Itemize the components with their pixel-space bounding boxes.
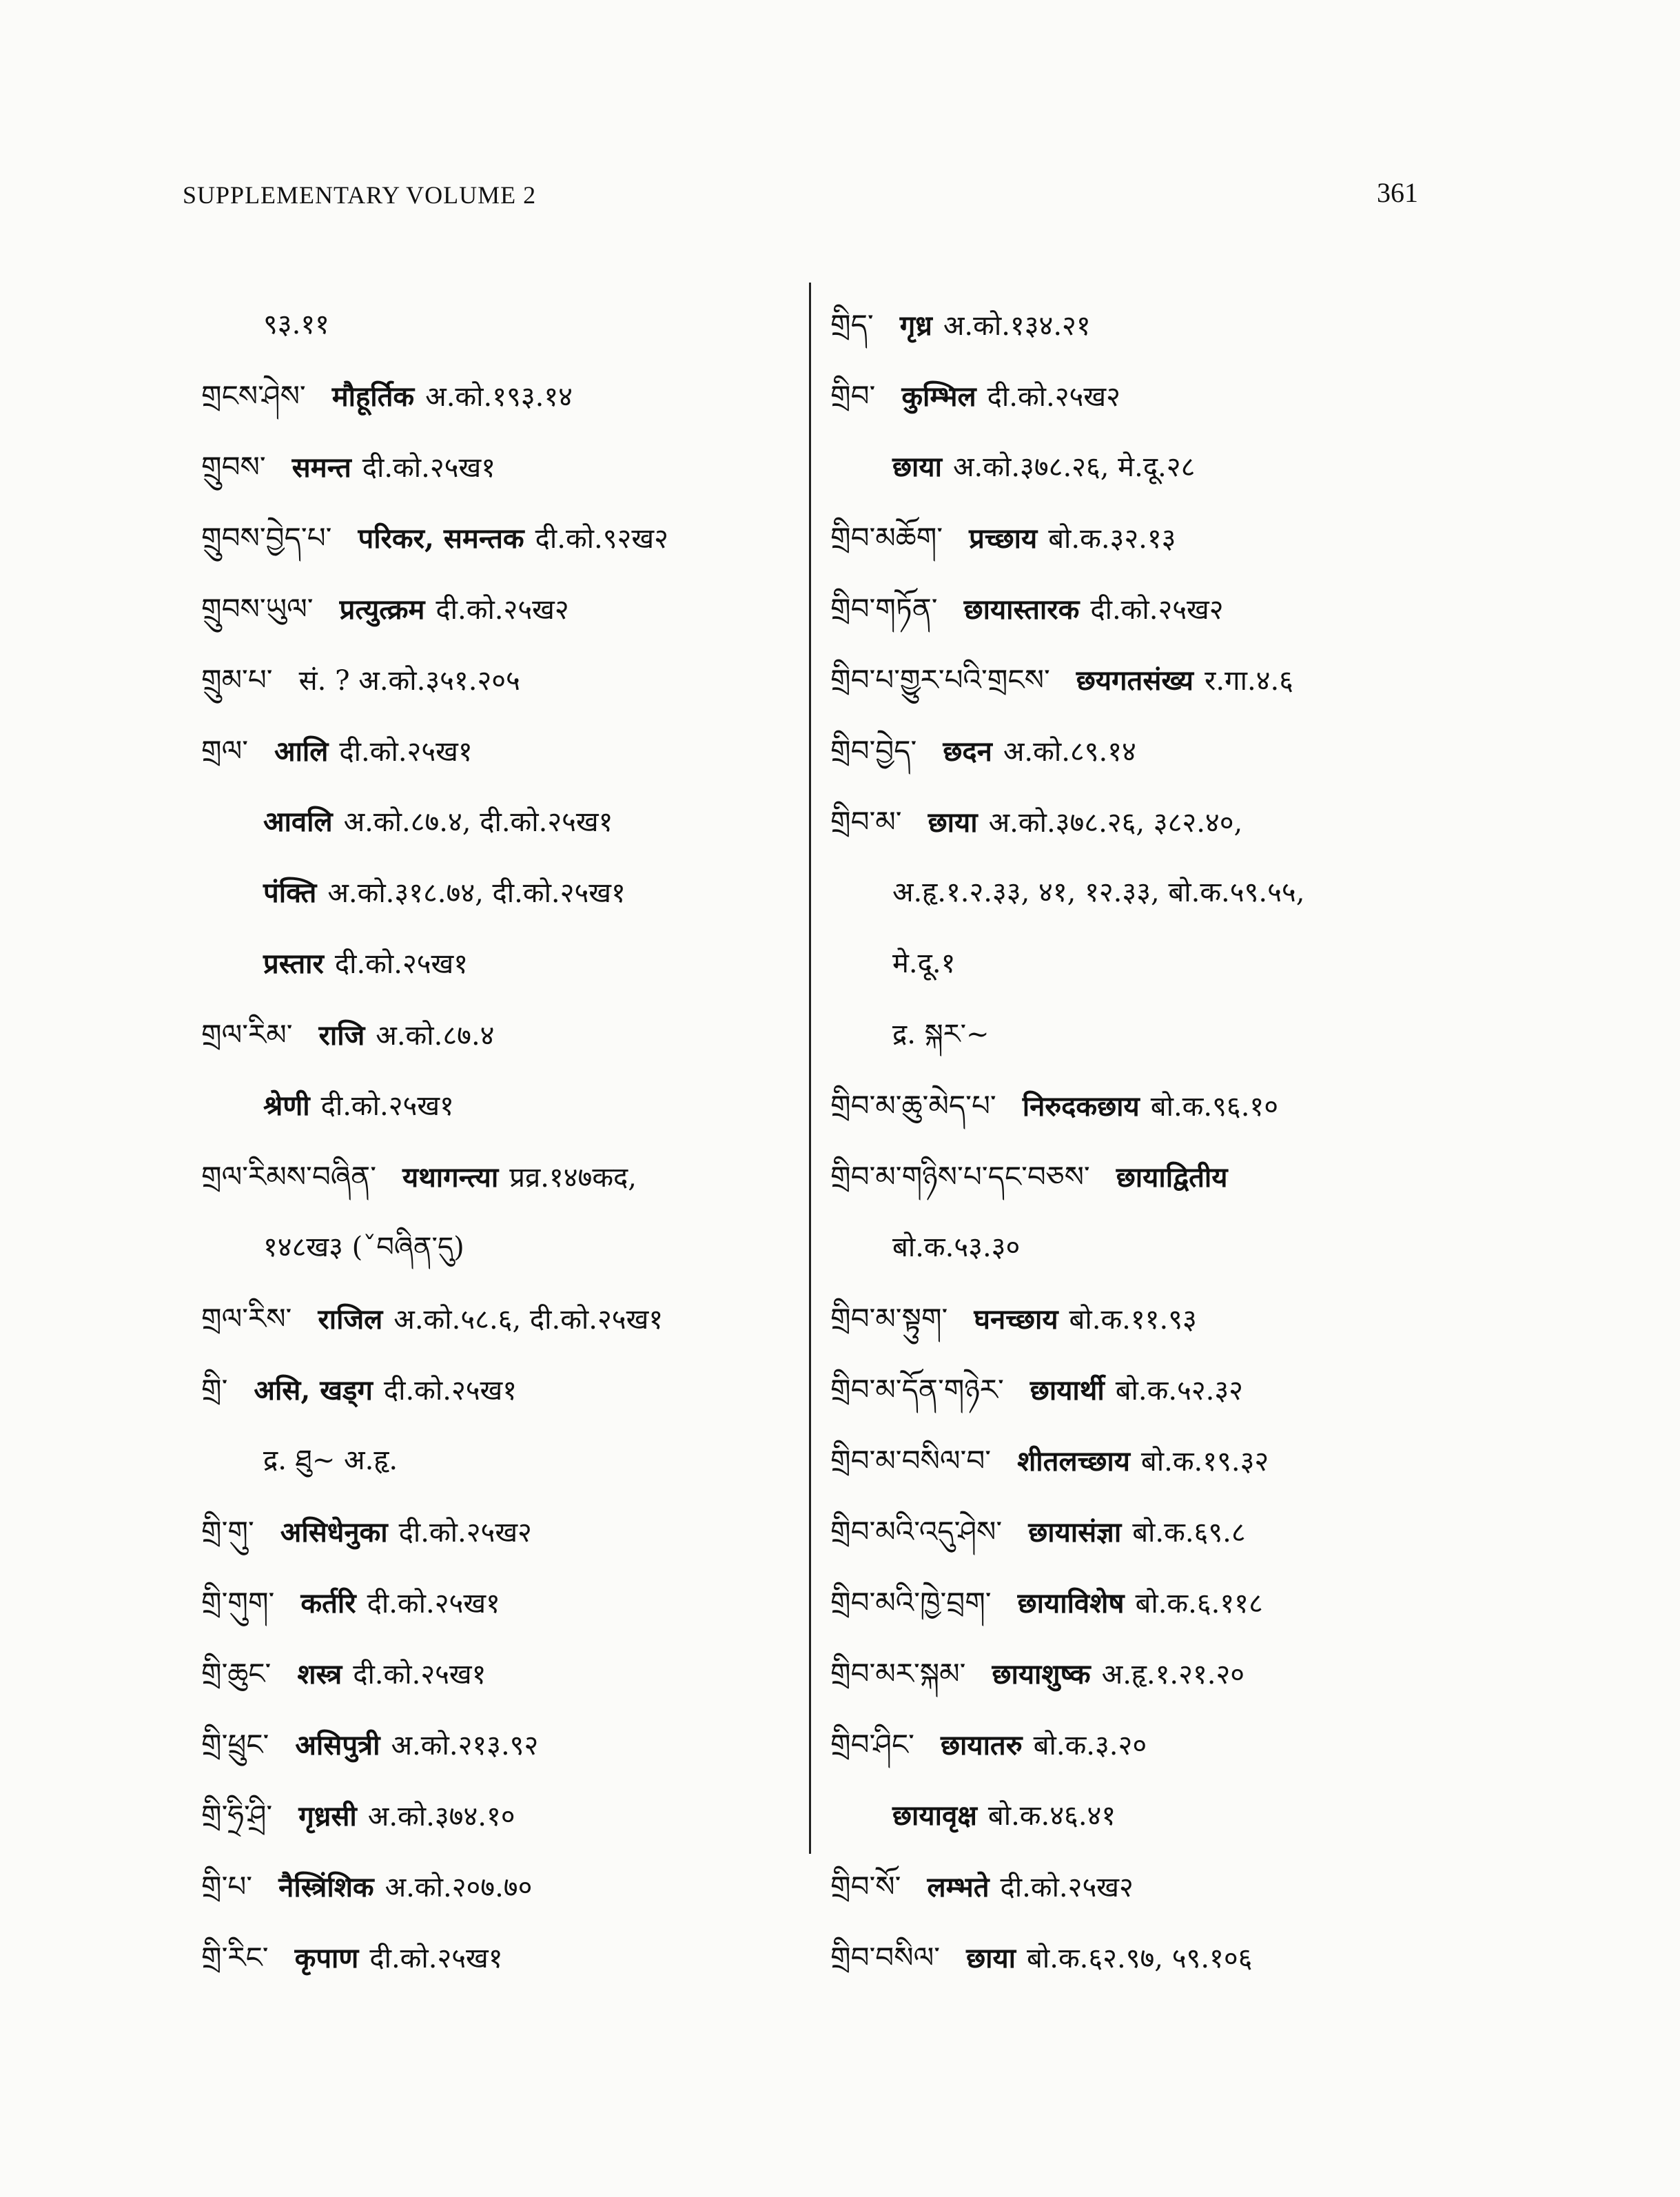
tibetan-headword: གྲལ་རིམས་བཞིན་ [201, 1160, 377, 1194]
source-reference: र.गा.४.६ [1204, 665, 1293, 697]
source-reference: अ.को.१९३.१४ [425, 381, 573, 413]
dictionary-entry [830, 1141, 1519, 1212]
sanskrit-equivalent: श्रेणी [263, 1090, 310, 1122]
source-reference: दी.को.२५ख२ [1000, 1872, 1134, 1903]
source-reference: अ.को.१३४.२१ [943, 310, 1091, 342]
tibetan-headword: གྲུབས་བྱེད་པ་ [201, 521, 332, 555]
tibetan-headword: གྲི་གུ་ [201, 1515, 254, 1549]
dictionary-entry [830, 1709, 1519, 1780]
dictionary-entry [830, 1212, 1519, 1283]
dictionary-entry [830, 786, 1519, 857]
dictionary-entry [201, 1851, 794, 1922]
dictionary-entry [830, 289, 1519, 360]
dictionary-entry [830, 1496, 1519, 1567]
sanskrit-equivalent: छयगतसंख्य [1076, 664, 1194, 697]
source-reference: अ.हृ.१.२.३३, ४१, १२.३३, बो.क.५९.५५, [892, 877, 1305, 908]
dictionary-entry [201, 999, 794, 1070]
sanskrit-equivalent: यथागन्त्या [402, 1161, 499, 1194]
sanskrit-equivalent: छायातरु [940, 1729, 1023, 1761]
source-reference: अ.को.२१३.९२ [391, 1730, 539, 1761]
source-reference: दी.को.२५ख२ [987, 381, 1120, 413]
dictionary-entry [201, 289, 794, 360]
dictionary-entry [830, 857, 1519, 928]
sanskrit-equivalent: छाया [966, 1942, 1016, 1974]
dictionary-entry [830, 1070, 1519, 1141]
source-reference: बो.क.९६.१० [1150, 1091, 1279, 1123]
sanskrit-equivalent: प्रस्तार [263, 948, 324, 980]
dictionary-entry [201, 431, 794, 502]
dictionary-entry [201, 1780, 794, 1851]
sanskrit-equivalent: छायावृक्ष [892, 1799, 977, 1832]
source-reference: दी.को.२५ख२ [398, 1517, 532, 1549]
dictionary-entry [830, 1354, 1519, 1425]
source-reference: अ.को.८७.४ [376, 1020, 495, 1052]
source-reference: दी.को.२५ख१ [383, 1375, 518, 1407]
sanskrit-equivalent: असिधेनुका [280, 1516, 388, 1549]
sanskrit-equivalent: परिकर, समन्तक [358, 522, 524, 555]
source-reference: बो.क.६२.९७, ५९.१०६ [1027, 1943, 1253, 1974]
dictionary-entry [201, 1496, 794, 1567]
tibetan-headword: གྲལ་ [201, 734, 249, 768]
tibetan-headword: གྲིབ་མ་སྟུག་ [830, 1302, 948, 1336]
source-reference: दी.को.२५ख१ [362, 452, 495, 484]
dictionary-entry [201, 857, 794, 928]
sanskrit-equivalent: छाया [892, 451, 942, 483]
sanskrit-equivalent: गृध्र [899, 309, 932, 342]
source-reference: बो.क.३२.१३ [1048, 523, 1176, 555]
sanskrit-equivalent: पंक्ति [263, 877, 317, 909]
source-reference: दी.को.२५ख१ [320, 1090, 454, 1122]
sanskrit-equivalent: असि, खड्ग [254, 1374, 373, 1407]
tibetan-headword: གྲི་ [201, 1373, 228, 1407]
source-reference: अ.को.८९.१४ [1003, 736, 1136, 768]
dictionary-entry [830, 1425, 1519, 1496]
tibetan-headword: གྲལ་རིས་ [201, 1302, 292, 1336]
right-column [830, 289, 1519, 1993]
tibetan-headword: གྲིབ་ [830, 379, 876, 413]
tibetan-headword: གྲིབ་མ་དོན་གཉེར་ [830, 1373, 1004, 1407]
source-reference: १४८ख३ (ˇབཞིན་དུ) [263, 1232, 464, 1263]
tibetan-headword: གྲིབ་མར་སྐམ་ [830, 1657, 966, 1690]
source-reference: दी.को.२५ख१ [334, 948, 469, 980]
source-reference: बो.क.४६.४१ [987, 1800, 1116, 1832]
sanskrit-equivalent: कृपाण [294, 1942, 359, 1974]
tibetan-headword: གྲུབས་ [201, 450, 266, 484]
dictionary-entry [830, 999, 1519, 1070]
dictionary-entry [201, 1212, 794, 1283]
dictionary-entry [830, 715, 1519, 786]
dictionary-entry [201, 1141, 794, 1212]
tibetan-headword: གྲུབས་ཡུལ་ [201, 592, 314, 626]
sanskrit-equivalent: छायासंज्ञा [1028, 1516, 1122, 1549]
dictionary-entry [830, 644, 1519, 715]
tibetan-headword: གྲུམ་པ་ [201, 663, 273, 697]
tibetan-headword: གྲལ་རིམ་ [201, 1018, 293, 1052]
dictionary-entry [830, 431, 1519, 502]
source-reference: अ.को.३७४.१० [367, 1801, 515, 1832]
tibetan-headword: གྲིབ་གཏོན་ [830, 592, 938, 626]
source-reference: अ.को.३१८.७४, दी.को.२५ख१ [327, 877, 626, 909]
source-reference: अ.को.३७८.२६, मे.दू.२८ [952, 451, 1196, 483]
tibetan-headword: གྲིབ་པ་གྱུར་པའི་གྲངས་ [830, 663, 1050, 697]
column-divider [809, 283, 811, 1854]
source-reference: दी.को.२५ख२ [436, 594, 569, 626]
dictionary-entry [830, 1567, 1519, 1638]
sanskrit-equivalent: आवलि [263, 806, 333, 838]
sanskrit-equivalent: मौहूर्तिक [331, 380, 415, 413]
sanskrit-equivalent: प्रच्छाय [969, 522, 1038, 555]
tibetan-headword: གྲི་རིང་ [201, 1941, 269, 1974]
source-reference: द्र. སྐར་~ [892, 1019, 990, 1050]
dictionary-entry [201, 1567, 794, 1638]
tibetan-headword: གྲིབ་མ་གཉིས་པ་དང་བཅས་ [830, 1160, 1090, 1194]
sanskrit-equivalent: शस्त्र [297, 1658, 342, 1690]
sanskrit-equivalent: राजिल [318, 1303, 383, 1336]
dictionary-entry [201, 1709, 794, 1780]
source-reference: बो.क.१९.३२ [1140, 1446, 1269, 1478]
tibetan-headword: གྲིབ་མའི་འདུ་ཤེས་ [830, 1515, 1003, 1549]
tibetan-headword: གྲི་ཕྲུང་ [201, 1728, 269, 1761]
sanskrit-equivalent: छायार्थी [1029, 1374, 1105, 1407]
sanskrit-equivalent: नैस्त्रिंशिक [278, 1871, 374, 1903]
left-column [201, 289, 794, 1993]
source-reference: दी.को.२५ख१ [353, 1659, 486, 1690]
tibetan-headword: གྲིབ་ཤིང་ [830, 1728, 914, 1761]
dictionary-entry [201, 786, 794, 857]
tibetan-headword: གྲིབ་མ་ཆུ་མེད་པ་ [830, 1089, 996, 1123]
source-reference: बो.क.६९.८ [1132, 1517, 1246, 1549]
dictionary-entry [201, 1070, 794, 1141]
dictionary-entry [201, 1425, 794, 1496]
source-reference: अ.को.५८.६, दी.को.२५ख१ [393, 1304, 664, 1336]
dictionary-entry [201, 502, 794, 573]
source-reference: बो.क.११.९३ [1069, 1304, 1197, 1336]
source-reference: बो.क.३.२० [1033, 1730, 1147, 1761]
source-reference: दी.को.२५ख२ [1090, 594, 1224, 626]
sanskrit-equivalent: असिपुत्री [295, 1729, 380, 1761]
page-number: 361 [1377, 177, 1418, 208]
sanskrit-equivalent: राजि [318, 1019, 365, 1052]
tibetan-headword: གྲི་གུག་ [201, 1586, 275, 1619]
source-reference: सं. ? अ.को.३५१.२०५ [298, 665, 520, 697]
sanskrit-equivalent: छदन [943, 735, 992, 768]
source-reference: दी.को.२५ख१ [369, 1943, 503, 1974]
sanskrit-equivalent: गृध्रसी [298, 1800, 357, 1832]
dictionary-entry [201, 1354, 794, 1425]
source-reference: अ.को.३७८.२६, ३८२.४०, [988, 807, 1243, 839]
sanskrit-equivalent: समन्त [291, 451, 351, 484]
source-reference: दी.को.९२ख२ [535, 523, 668, 555]
dictionary-entry [201, 928, 794, 999]
dictionary-entry [201, 644, 794, 715]
sanskrit-equivalent: प्रत्युत्क्रम [339, 593, 425, 626]
dictionary-entry [201, 573, 794, 644]
dictionary-entry [830, 1922, 1519, 1993]
dictionary-entry [830, 1638, 1519, 1709]
running-head: SUPPLEMENTARY VOLUME 2 [183, 181, 537, 209]
tibetan-headword: གྲིབ་སོ་ [830, 1870, 901, 1903]
tibetan-headword: གྲིབ་བྱེད་ [830, 734, 917, 768]
source-reference: प्रव्र.१४७कद, [509, 1162, 637, 1194]
dictionary-entry [830, 502, 1519, 573]
sanskrit-equivalent: छायाशुष्क [992, 1658, 1091, 1690]
source-reference: अ.को.२०७.७० [385, 1872, 533, 1903]
source-reference: दी.को.२५ख१ [367, 1588, 500, 1619]
dictionary-entry [201, 1922, 794, 1993]
source-reference: अ.हृ.१.२१.२० [1101, 1659, 1245, 1690]
tibetan-headword: གྲངས་ཤེས་ [201, 379, 306, 413]
tibetan-headword: གྲི་ཧྲི་ཤྲི་ [201, 1799, 273, 1832]
sanskrit-equivalent: छाया [928, 806, 978, 839]
sanskrit-equivalent: लम्भते [927, 1871, 990, 1903]
dictionary-entry [830, 1851, 1519, 1922]
sanskrit-equivalent: छायास्तारक [963, 593, 1080, 626]
dictionary-entry [830, 360, 1519, 431]
dictionary-entry [201, 1283, 794, 1354]
sanskrit-equivalent: घनच्छाय [974, 1303, 1058, 1336]
tibetan-headword: གྲིབ་མ་ [830, 805, 902, 839]
dictionary-entry [830, 1780, 1519, 1851]
source-reference: बो.क.५३.३० [892, 1232, 1021, 1263]
tibetan-headword: གྲིབ་མའི་ཁྱེ་བྲག་ [830, 1586, 992, 1619]
sanskrit-equivalent: छायाद्वितीय [1116, 1161, 1228, 1194]
source-reference: बो.क.५२.३२ [1115, 1375, 1243, 1407]
tibetan-headword: གྲིབ་མ་བསིལ་བ་ [830, 1444, 992, 1478]
sanskrit-equivalent: छायाविशेष [1017, 1587, 1125, 1619]
dictionary-entry [201, 1638, 794, 1709]
sanskrit-equivalent: निरुदकछाय [1022, 1090, 1140, 1123]
tibetan-headword: གྲི་པ་ [201, 1870, 253, 1903]
source-reference: द्र. ཐུ~ अ.हृ. [263, 1444, 398, 1476]
source-reference: बो.क.६.११८ [1135, 1588, 1263, 1619]
dictionary-entry [201, 360, 794, 431]
source-reference: मे.दू.१ [892, 948, 956, 979]
source-reference: ९३.११ [263, 309, 329, 340]
sanskrit-equivalent: आलि [274, 735, 329, 768]
dictionary-entry [830, 573, 1519, 644]
tibetan-headword: གྲིབ་མཆོག་ [830, 521, 943, 555]
source-reference: अ.को.८७.४, दी.को.२५ख१ [343, 806, 613, 838]
source-reference: दी.को.२५ख१ [339, 736, 473, 768]
tibetan-headword: གྲིབ་བསིལ་ [830, 1941, 941, 1974]
dictionary-entry [830, 928, 1519, 999]
dictionary-entry [830, 1283, 1519, 1354]
dictionary-entry [201, 715, 794, 786]
tibetan-headword: གྲིད་ [830, 308, 874, 342]
sanskrit-equivalent: कुम्भिल [901, 380, 976, 413]
sanskrit-equivalent: कर्तरि [300, 1587, 356, 1619]
sanskrit-equivalent: शीतलच्छाय [1017, 1445, 1130, 1478]
tibetan-headword: གྲི་ཆུང་ [201, 1657, 272, 1690]
